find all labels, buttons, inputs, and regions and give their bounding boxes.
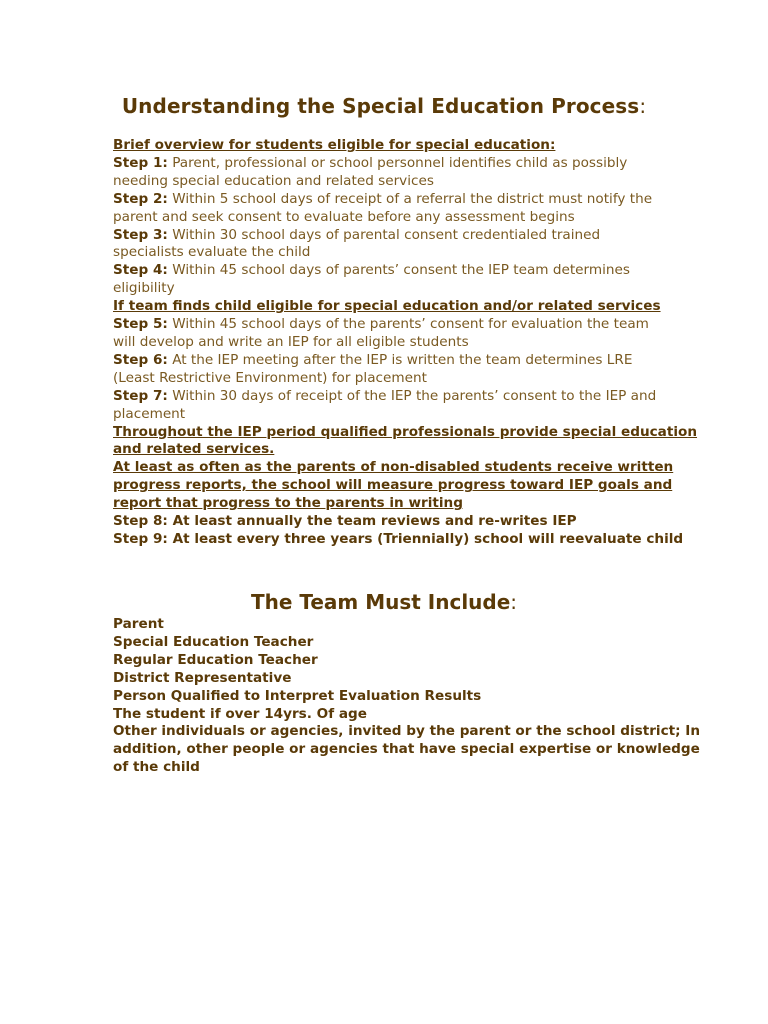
step-7-label: Step 7:: [113, 387, 168, 404]
progress-line-2: progress reports, the school will measure progress toward IEP goals and: [113, 477, 673, 494]
team-section: [113, 616, 701, 777]
step-4-label: Step 4:: [113, 262, 168, 279]
step-4-line-1: [113, 262, 673, 280]
step-7-line-1: [113, 388, 673, 406]
team-member-regular-ed-teacher: Regular Education Teacher: [113, 651, 318, 668]
page-title: [0, 94, 768, 118]
team-member-student: The student if over 14yrs. Of age: [113, 705, 367, 722]
team-title: [0, 590, 768, 614]
step-3-label: Step 3:: [113, 226, 168, 243]
step-1-line-1: [113, 155, 673, 173]
throughout-line-2: and related services.: [113, 441, 275, 458]
step-5-label: Step 5:: [113, 316, 168, 333]
step-6-line-1: [113, 352, 673, 370]
team-other-line-2: addition, other people or agencies that have special expertise or knowledge: [113, 741, 700, 758]
step-3-line-1: [113, 227, 673, 245]
step-6-text: At the IEP meeting after the IEP is written the team determines LRE: [167, 351, 633, 368]
step-1-label: Step 1:: [113, 154, 168, 171]
step-9-line: Step 9: At least every three years (Triennially) school will reevaluate child: [113, 530, 684, 547]
team-member-parent: Parent: [113, 616, 164, 632]
team-member-evaluator: Person Qualified to Interpret Evaluation Results: [113, 687, 482, 704]
step-5-line-2: will develop and write an IEP for all eligible students: [113, 333, 469, 350]
throughout-line-1: Throughout the IEP period qualified professionals provide special education: [113, 423, 698, 440]
step-2-text: Within 5 school days of receipt of a referral the district must notify the: [167, 190, 653, 207]
step-4-text: Within 45 school days of parents’ consent the IEP team determines: [167, 262, 630, 279]
step-3-text: Within 30 school days of parental consent credentialed trained: [167, 226, 601, 243]
team-title-colon: :: [510, 590, 518, 614]
step-1-text: Parent, professional or school personnel identifies child as possibly: [167, 154, 628, 171]
team-member-special-ed-teacher: Special Education Teacher: [113, 633, 314, 650]
step-4-line-2: eligibility: [113, 280, 175, 297]
overview-heading: Brief overview for students eligible for special education:: [113, 137, 556, 153]
progress-line-3: report that progress to the parents in writing: [113, 495, 463, 512]
step-6-label: Step 6:: [113, 351, 168, 368]
step-2-label: Step 2:: [113, 190, 168, 207]
step-6-line-2: (Least Restrictive Environment) for placement: [113, 369, 427, 386]
step-5-line-1: [113, 316, 673, 334]
progress-line-1: At least as often as the parents of non-disabled students receive written: [113, 459, 674, 476]
team-member-district-rep: District Representative: [113, 669, 292, 686]
step-3-line-2: specialists evaluate the child: [113, 244, 311, 261]
step-2-line-1: [113, 191, 673, 209]
eligible-heading: If team finds child eligible for special education and/or related services: [113, 298, 661, 315]
step-7-text: Within 30 days of receipt of the IEP the parents’ consent to the IEP and: [167, 387, 657, 404]
team-title-text: The Team Must Include: [250, 590, 511, 614]
team-other-line-3: of the child: [113, 759, 200, 776]
page-title-colon: :: [639, 94, 647, 118]
page-title-text: Understanding the Special Education Process: [121, 94, 640, 118]
step-8-line: Step 8: At least annually the team reviews and re-writes IEP: [113, 513, 577, 530]
step-1-line-2: needing special education and related services: [113, 172, 434, 189]
step-7-line-2: placement: [113, 405, 186, 422]
step-2-line-2: parent and seek consent to evaluate before any assessment begins: [113, 208, 575, 225]
process-section: [113, 137, 698, 549]
step-5-text: Within 45 school days of the parents’ consent for evaluation the team: [167, 316, 649, 333]
team-other-line-1: Other individuals or agencies, invited by the parent or the school district; In: [113, 723, 701, 740]
